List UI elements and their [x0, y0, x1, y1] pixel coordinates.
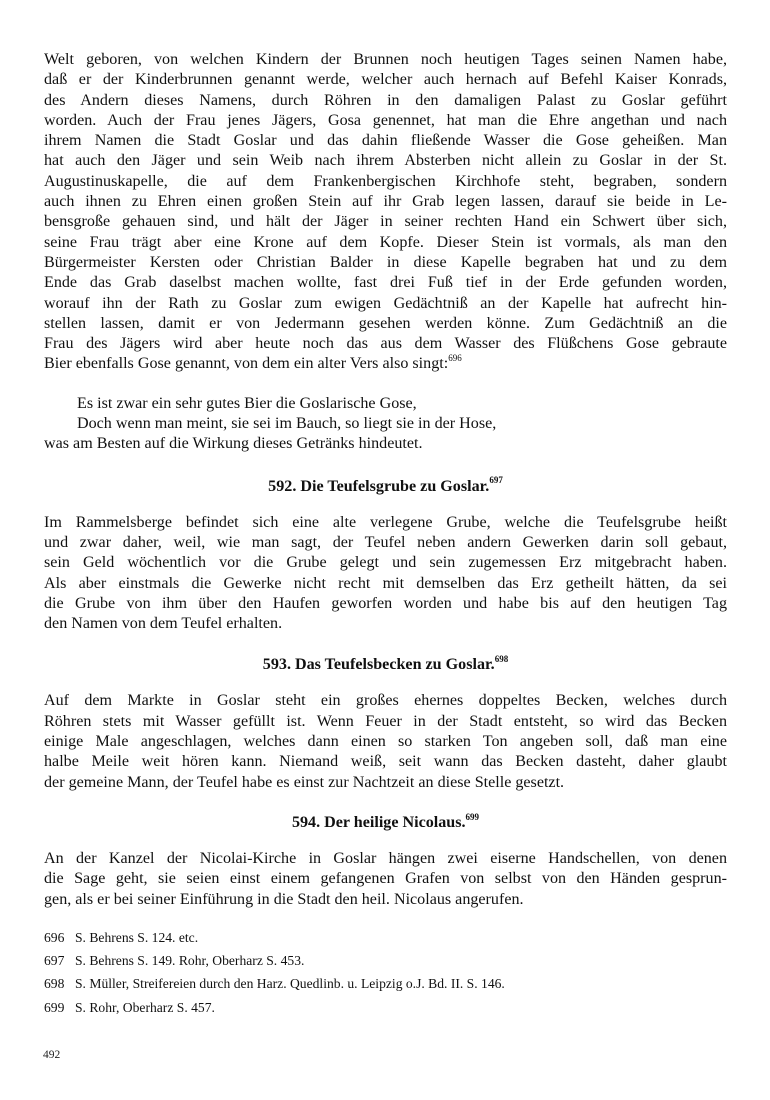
text-line: stellen lassen, damit er von Jedermann gesehen werden könne. Zum Gedächtniß an die [44, 314, 727, 332]
section-paragraph-593 [44, 691, 727, 792]
intro-paragraph [44, 50, 727, 375]
section-paragraph-592 [44, 513, 727, 635]
text-line: Augustinuskapelle, die auf dem Frankenbergischen Kirchhofe steht, begraben, sondern [44, 172, 727, 190]
text-line: Welt geboren, von welchen Kindern der Brunnen noch heutigen Tages seinen Namen habe, [44, 51, 727, 68]
text-line: den Namen von dem Teufel erhalten. [44, 615, 283, 633]
footnote [44, 996, 727, 1019]
footnote-number: 696 [44, 929, 65, 945]
verse-line: Es ist zwar ein sehr gutes Bier die Goslarische Gose, [77, 394, 417, 412]
text-line: einige Male angeschlagen, welches dann einen so starken Ton angeben soll, daß man eine [44, 733, 727, 751]
text-line: auch ihnen zu Ehren einen großen Stein auf ihr Grab legen lassen, darauf sie beide in Le- [44, 193, 727, 211]
section-title: 592. Die Teufelsgrube zu Goslar. [268, 477, 490, 495]
footnote-text: S. Behrens S. 149. Rohr, Oberharz S. 453. [75, 953, 305, 969]
text-line: halbe Meile weit hören kann. Niemand weiß, seit wann das Becken dasteht, daher glaubt [44, 753, 727, 771]
text-line: Ende das Grab daselbst machen wollte, fast drei Fuß tief in der Erde gefunden worden, [44, 274, 727, 292]
footnote [44, 972, 727, 995]
text-line: was am Besten auf die Wirkung dieses Getränks hindeutet. [44, 435, 423, 453]
section-title: 593. Das Teufelsbecken zu Goslar. [262, 656, 495, 674]
footnote-text: S. Behrens S. 124. etc. [75, 929, 199, 945]
text-line: An der Kanzel der Nicolai-Kirche in Goslar hängen zwei eiserne Handschellen, von denen [44, 849, 727, 867]
text-line: bensgroße gehauen sind, und hält der Jäger in seiner rechten Hand ein Schwert über sich, [44, 213, 727, 231]
after-verse-text [44, 434, 727, 454]
footnote-number: 699 [44, 999, 65, 1015]
section-heading-592 [44, 477, 727, 497]
text-line: Auf dem Markte in Goslar steht ein großes ehernes doppeltes Becken, welches durch [44, 692, 727, 710]
text-line: und zwar daher, weil, wie man sagt, der Teufel neben andern Gewerken darin soll gebaut, [44, 533, 727, 551]
footnote-number: 697 [44, 953, 65, 969]
footnote-reference[interactable]: 697 [489, 475, 503, 486]
verse-block [77, 394, 727, 435]
text-line: Im Rammelsberge befindet sich eine alte verlegene Grube, welche die Teufelsgrube heißt [44, 513, 727, 531]
text-line: des Andern dieses Namens, durch Röhren in den damaligen Palast zu Goslar geführt [44, 91, 727, 109]
footnotes [44, 926, 727, 1019]
text-line: Bürgermeister Kersten oder Christian Balder in diese Kapelle begraben hat und zu dem [44, 253, 727, 271]
document-page [44, 50, 727, 1019]
footnote-number: 698 [44, 976, 65, 992]
text-line: daß er der Kinderbrunnen genannt werde, welcher auch hernach auf Befehl Kaiser Konrads, [44, 71, 727, 89]
page-number: 492 [43, 1049, 61, 1061]
text-line: seine Frau trägt aber eine Krone auf dem Kopfe. Dieser Stein ist vormals, als man den [44, 233, 727, 251]
text-line: worauf ihn der Rath zu Goslar zum ewigen Gedächtniß an der Kapelle hat aufrecht hin- [44, 294, 727, 312]
text-line: hat auch den Jäger und sein Weib nach ihrem Absterben nicht allein zu Goslar in der St. [44, 152, 727, 170]
section-heading-594 [44, 813, 727, 833]
text-line: ihrem Namen die Stadt Goslar und das dahin fließende Wasser die Gose geheißen. Man [44, 132, 727, 150]
text-line: Frau des Jägers wird aber heute noch das aus dem Wasser des Flüßchens Gose gebraute [44, 335, 727, 353]
text-line: Röhren stets mit Wasser gefüllt ist. Wenn Feuer in der Stadt entsteht, so wird das Becken [44, 712, 727, 730]
text-line: gen, als er bei seiner Einführung in die Stadt den heil. Nicolaus angerufen. [44, 890, 524, 908]
text-line-content: Bier ebenfalls Gose genannt, von dem ein alter Vers also singt: [44, 355, 449, 373]
footnote-reference[interactable]: 698 [494, 654, 509, 665]
footnote [44, 926, 727, 949]
footnote-text: S. Rohr, Oberharz S. 457. [75, 999, 215, 1015]
text-line: sein Geld wöchentlich vor die Grube gelegt und sein zugemessen Erz mitgebracht haben. [44, 554, 727, 572]
text-line: Als aber einstmals die Gewerke nicht recht mit demselben das Erz getheilt hätten, da sei [44, 574, 727, 592]
verse-line: Doch wenn man meint, sie sei im Bauch, so liegt sie in der Hose, [77, 415, 497, 433]
text-line: die Grube von ihm über den Haufen geworfen worden und habe bis auf den heutigen Tag [44, 594, 727, 612]
footnote-text: S. Müller, Streifereien durch den Harz. Quedlinb. u. Leipzig o.J. Bd. II. S. 146. [75, 976, 505, 992]
footnote-reference[interactable]: 696 [448, 353, 462, 364]
section-heading-593 [44, 655, 727, 675]
text-line [44, 354, 727, 374]
footnote [44, 949, 727, 972]
footnote-reference[interactable]: 699 [465, 811, 480, 822]
text-line: der gemeine Mann, der Teufel habe es einst zur Nachtzeit an diese Stelle gesetzt. [44, 773, 565, 791]
section-paragraph-594 [44, 849, 727, 910]
text-line: die Sage geht, sie seien einst einem gefangenen Grafen von selbst von den Händen gesprun- [44, 870, 727, 888]
text-line: worden. Auch der Frau jenes Jägers, Gosa genennet, hat man die Ehre angethan und nach [44, 111, 727, 129]
section-title: 594. Der heilige Nicolaus. [291, 813, 466, 831]
